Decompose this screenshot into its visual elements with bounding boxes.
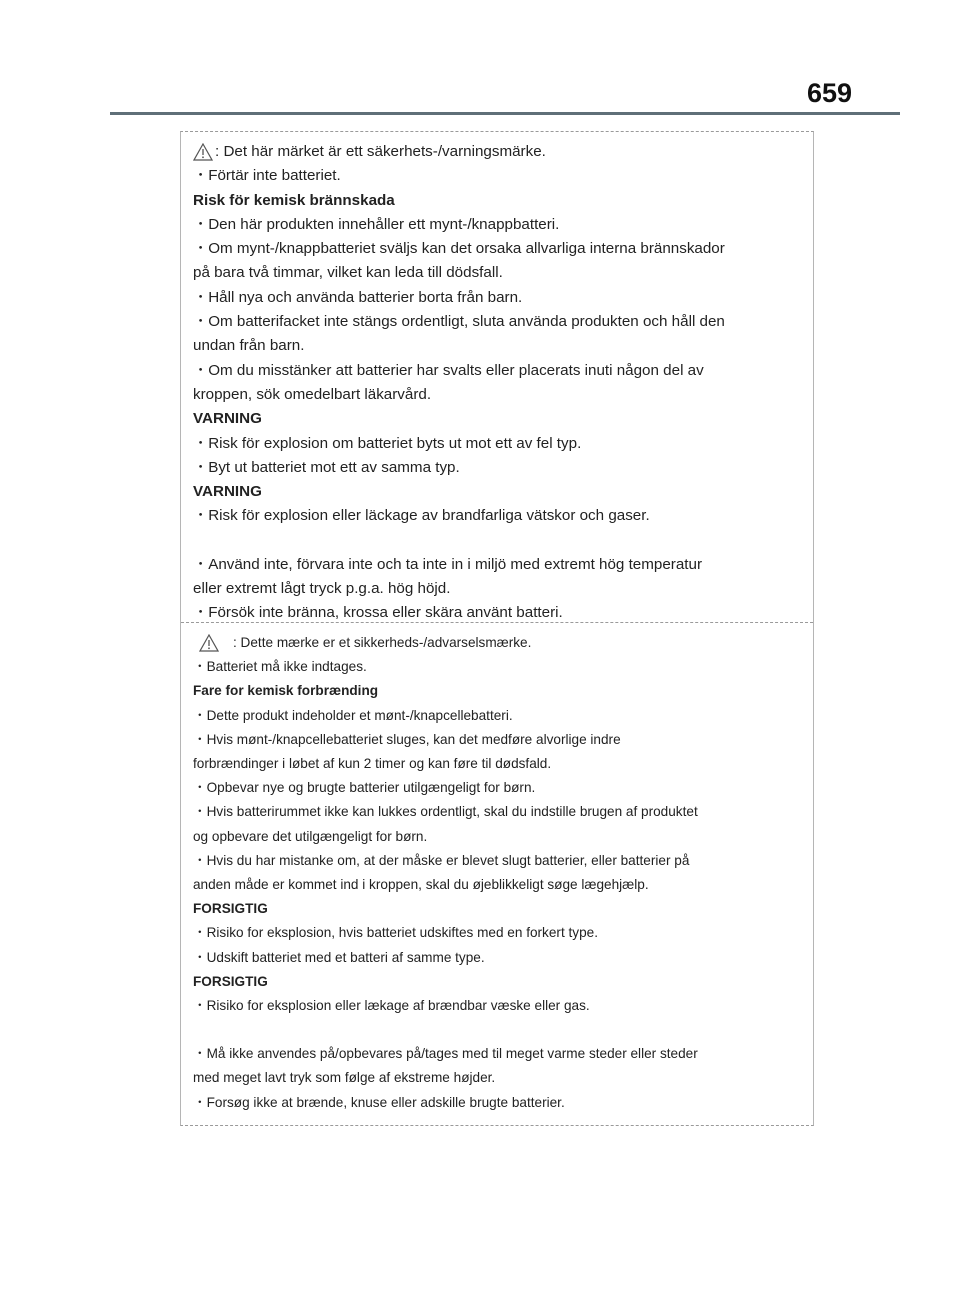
bullet-line: ・Använd inte, förvara inte och ta inte in i miljö med extremt hög temperatur: [193, 555, 703, 573]
bullet-line: ・Om mynt-/knappbatteriet sväljs kan det orsaka allvarliga interna brännskador: [193, 240, 725, 258]
bullet-line: ・Risk för explosion eller läckage av brandfarliga vätskor och gaser.: [193, 507, 650, 525]
continuation-line: eller extremt lågt tryck p.g.a. hög höjd.: [193, 580, 451, 598]
page-number: 659: [806, 78, 852, 108]
warning-heading: VARNING: [193, 483, 262, 501]
warning-mark-line: [193, 631, 801, 655]
swedish-section: [181, 132, 813, 622]
bullet-line: ・Förtär inte batteriet.: [193, 167, 341, 185]
warning-triangle-icon: [193, 143, 213, 161]
bullet-line: ・Hvis mønt-/knapcellebatteriet sluges, kan det medføre alvorlige indre: [193, 731, 621, 747]
bullet-line: ・Må ikke anvendes på/opbevares på/tages med til meget varme steder eller steder: [193, 1046, 698, 1062]
continuation-line: anden måde er kommet ind i kroppen, skal du øjeblikkeligt søge lægehjælp.: [193, 877, 649, 893]
chem-burn-heading: Risk för kemisk brännskada: [193, 191, 395, 209]
danish-section: [181, 623, 813, 1125]
continuation-line: forbrændinger i løbet af kun 2 timer og kan føre til dødsfald.: [193, 756, 552, 772]
continuation-line: på bara två timmar, vilket kan leda till dödsfall.: [193, 264, 503, 282]
bullet-line: ・Hvis du har mistanke om, at der måske er blevet slugt batterier, eller batterier på: [193, 852, 690, 868]
continuation-line: kroppen, sök omedelbart läkarvård.: [193, 385, 432, 403]
spacer: [193, 529, 801, 553]
bullet-line: ・Försök inte bränna, krossa eller skära använt batteri.: [193, 604, 563, 622]
spacer: [193, 1018, 801, 1042]
warning-mark-line: [193, 140, 801, 164]
header-rule: [110, 112, 900, 115]
bullet-line: ・Hvis batterirummet ikke kan lukkes ordentligt, skal du indstille brugen af produktet: [193, 804, 698, 820]
bullet-line: ・Forsøg ikke at brænde, knuse eller adskille brugte batterier.: [193, 1094, 565, 1110]
chem-burn-heading: Fare for kemisk forbrænding: [193, 683, 379, 699]
bullet-line: ・Opbevar nye og brugte batterier utilgængeligt for børn.: [193, 780, 536, 796]
warning-heading: FORSIGTIG: [193, 973, 268, 989]
bullet-line: ・Byt ut batteriet mot ett av samma typ.: [193, 458, 460, 476]
bullet-line: ・Batteriet må ikke indtages.: [193, 659, 367, 675]
continuation-line: undan från barn.: [193, 337, 305, 355]
warning-heading: VARNING: [193, 410, 262, 428]
bullet-line: ・Risiko for eksplosion eller lækage af brændbar væske eller gas.: [193, 998, 590, 1014]
bullet-line: ・Den här produkten innehåller ett mynt-/knappbatteri.: [193, 215, 560, 233]
bullet-line: ・Risiko for eksplosion, hvis batteriet udskiftes med en forkert type.: [193, 925, 598, 941]
bullet-line: ・Udskift batteriet med et batteri af samme type.: [193, 949, 485, 965]
warning-heading: FORSIGTIG: [193, 901, 268, 917]
bullet-line: ・Håll nya och använda batterier borta från barn.: [193, 288, 523, 306]
continuation-line: og opbevare det utilgængeligt for børn.: [193, 828, 428, 844]
warning-mark-text: : Det här märket är ett säkerhets-/varningsmärke.: [215, 143, 546, 160]
bullet-line: ・Dette produkt indeholder et mønt-/knapcellebatteri.: [193, 707, 513, 723]
warning-triangle-icon: [199, 634, 219, 652]
bullet-line: ・Risk för explosion om batteriet byts ut mot ett av fel typ.: [193, 434, 582, 452]
bullet-line: ・Om du misstänker att batterier har svalts eller placerats inuti någon del av: [193, 361, 704, 379]
warning-mark-text: : Dette mærke er et sikkerheds-/advarselsmærke.: [233, 635, 532, 650]
battery-warning-notice: [180, 131, 814, 1126]
continuation-line: med meget lavt tryk som følge af ekstreme højder.: [193, 1070, 496, 1086]
bullet-line: ・Om batterifacket inte stängs ordentligt, sluta använda produkten och håll den: [193, 313, 725, 331]
